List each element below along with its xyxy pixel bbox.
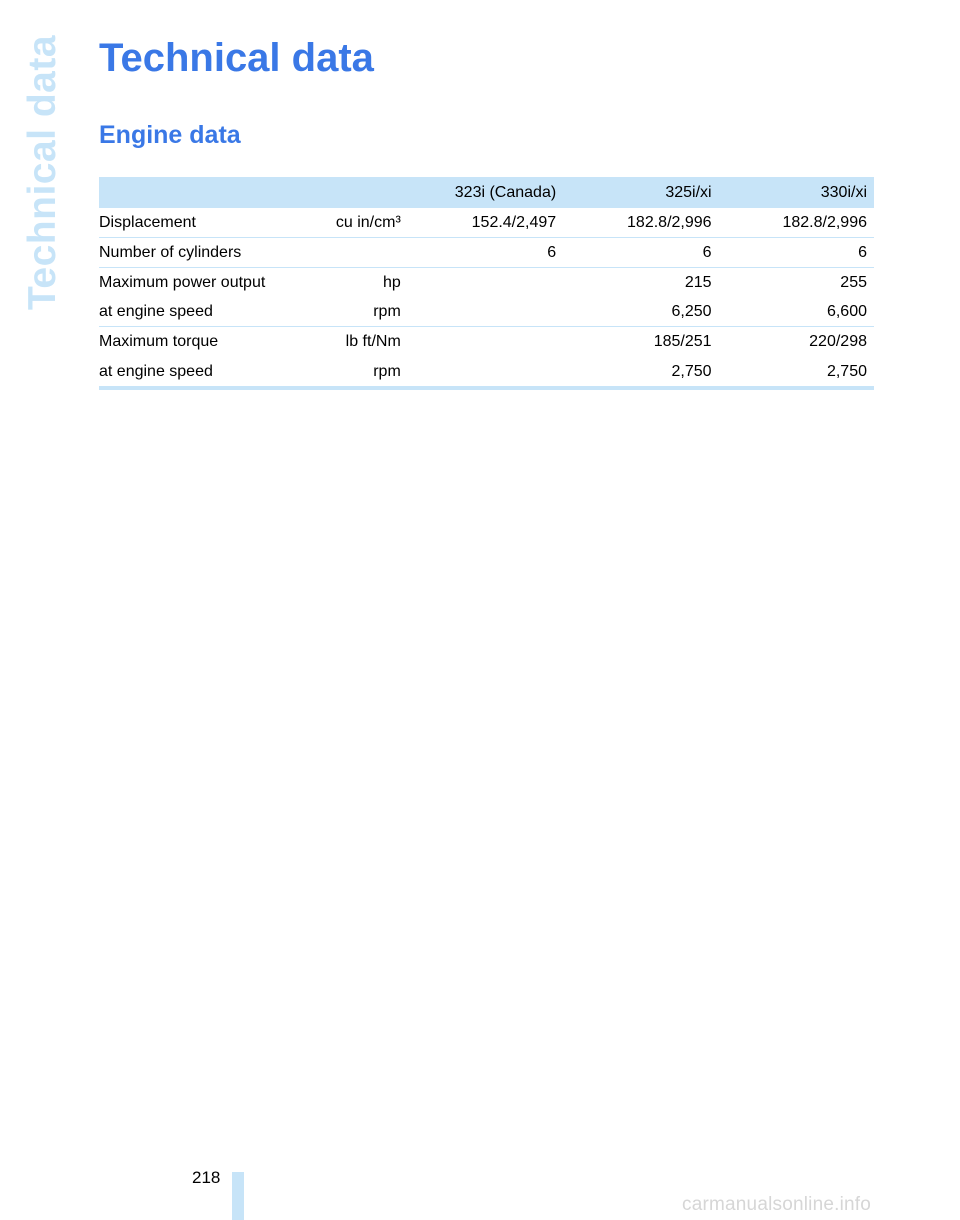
- cell-323i: [408, 327, 563, 357]
- cell-323i: [408, 297, 563, 327]
- watermark: carmanualsonline.info: [682, 1194, 872, 1215]
- engine-data-table: [99, 177, 874, 390]
- cell-323i: 152.4/2,497: [471, 214, 557, 231]
- header-label-column: [99, 177, 300, 208]
- cell-323i: 6: [408, 238, 563, 268]
- table-row: [99, 297, 874, 327]
- row-label: at engine speed: [99, 303, 213, 320]
- side-section-title-text: Technical data: [21, 34, 64, 310]
- row-unit: hp: [300, 268, 408, 298]
- row-label: at engine speed: [99, 356, 300, 388]
- header-model-323i: 323i (Canada): [408, 177, 563, 208]
- cell-330i: 6,600: [826, 303, 867, 320]
- cell-330i: 182.8/2,996: [782, 214, 867, 231]
- header-unit-column: [300, 177, 408, 208]
- section-title: Engine data: [99, 121, 241, 149]
- cell-325i: 6: [563, 238, 718, 268]
- cell-330i: 2,750: [719, 356, 874, 388]
- row-label: Maximum power output: [99, 268, 300, 298]
- side-section-title: [21, 34, 64, 310]
- cell-325i: 2,750: [563, 356, 718, 388]
- row-unit: [300, 238, 408, 268]
- page-number: 218: [192, 1168, 221, 1187]
- row-label: Number of cylinders: [99, 238, 300, 268]
- cell-325i: 185/251: [563, 327, 718, 357]
- table-row: [99, 208, 874, 238]
- cell-330i: 255: [719, 268, 874, 298]
- table-row: [99, 238, 874, 268]
- row-label: Displacement: [99, 214, 196, 231]
- row-unit: rpm: [300, 356, 408, 388]
- table-header-row: [99, 177, 874, 208]
- cell-330i: 220/298: [719, 327, 874, 357]
- table-row: [99, 327, 874, 357]
- page-title: Technical data: [99, 36, 374, 80]
- row-unit: rpm: [373, 303, 401, 320]
- cell-323i: [408, 356, 563, 388]
- table-row: [99, 268, 874, 298]
- cell-325i: 6,250: [671, 303, 712, 320]
- cell-323i: [408, 268, 563, 298]
- header-model-325i: 325i/xi: [563, 177, 718, 208]
- cell-325i: 215: [563, 268, 718, 298]
- cell-330i: 6: [719, 238, 874, 268]
- page-marker-bar: [232, 1172, 244, 1220]
- cell-325i: 182.8/2,996: [627, 214, 712, 231]
- row-unit: lb ft/Nm: [300, 327, 408, 357]
- header-model-330i: 330i/xi: [719, 177, 874, 208]
- row-unit: cu in/cm³: [335, 214, 401, 231]
- table-row: [99, 356, 874, 388]
- row-label: Maximum torque: [99, 327, 300, 357]
